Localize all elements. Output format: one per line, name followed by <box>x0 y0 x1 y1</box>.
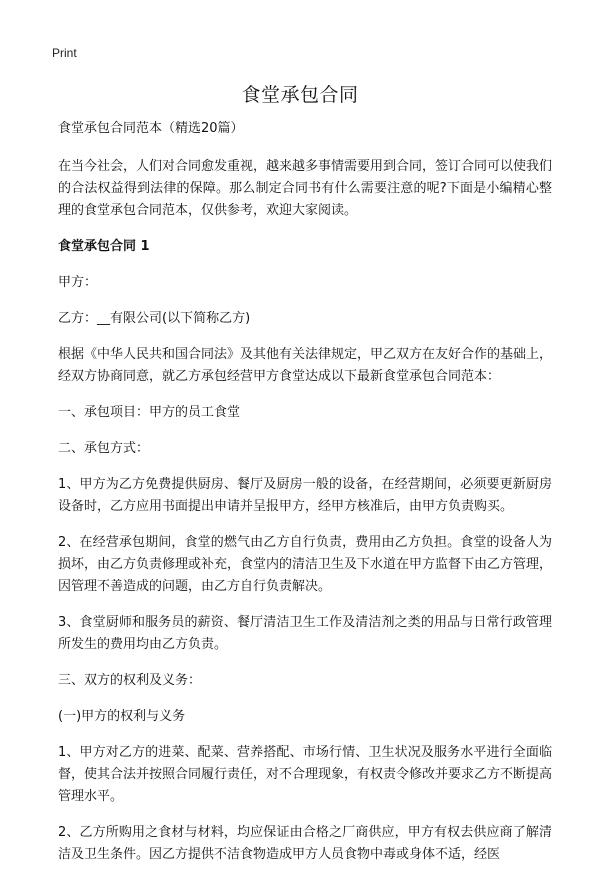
legal-basis-paragraph: 根据《中华人民共和国合同法》及其他有关法律规定，甲乙双方在友好合作的基础上，经双方协商同意，就乙方承包经营甲方食堂达成以下最新食堂承包合同范本： <box>58 347 553 384</box>
party-a-line: 甲方： <box>58 275 98 290</box>
clause-contract-item: 一、承包项目：甲方的员工食堂 <box>58 405 241 420</box>
clause-contract-method: 二、承包方式： <box>58 441 150 456</box>
party-b-line: 乙方：__有限公司(以下简称乙方) <box>58 311 251 326</box>
party-a-rights-item-2: 2、乙方所购用之食材与材料，均应保证由合格之厂商供应，甲方有权去供应商了解清洁及卫生条件。因乙方提供不洁食物造成甲方人员食物中毒或身体不适，经医 <box>58 825 552 862</box>
clause-method-2: 2、在经营承包期间，食堂的燃气由乙方自行负责，费用由乙方负担。食堂的设备人为损坏，由乙方负责修理或补充，食堂内的清洁卫生及下水道在甲方监督下由乙方管理，因管理不善造成的问题，由乙方自行负责解决。 <box>58 535 553 594</box>
clause-method-3: 3、食堂厨师和服务员的薪资、餐厅清洁卫生工作及清洁剂之类的用品与日常行政管理所发生的费用均由乙方负责。 <box>58 615 552 652</box>
section-heading: 食堂承包合同 1 <box>58 239 150 254</box>
intro-paragraph: 在当今社会，人们对合同愈发重视，越来越多事情需要用到合同，签订合同可以使我们的合法权益得到法律的保障。那么制定合同书有什么需要注意的呢?下面是小编精心整理的食堂承包合同范本，仅供参考，欢迎大家阅读。 <box>58 159 553 218</box>
party-a-rights-item-1: 1、甲方对乙方的进菜、配菜、营养搭配、市场行情、卫生状况及服务水平进行全面临督，使其合法并按照合同履行责任，对不合理现象，有权责令修改并要求乙方不断提高管理水平。 <box>58 745 553 804</box>
subclause-party-a-rights: (一)甲方的权利与义务 <box>58 709 186 724</box>
document-title: 食堂承包合同 <box>241 84 359 106</box>
document-body <box>58 118 552 880</box>
clause-method-1: 1、甲方为乙方免费提供厨房、餐厅及厨房一般的设备，在经营期间，必须要更新厨房设备时，乙方应用书面提出申请并呈报甲方，经甲方核准后，由甲方负责购买。 <box>58 477 552 514</box>
clause-rights-obligations: 三、双方的权利及义务： <box>58 673 202 688</box>
document-subtitle: 食堂承包合同范本（精选20篇） <box>58 121 244 136</box>
print-link[interactable]: Print <box>52 46 77 60</box>
